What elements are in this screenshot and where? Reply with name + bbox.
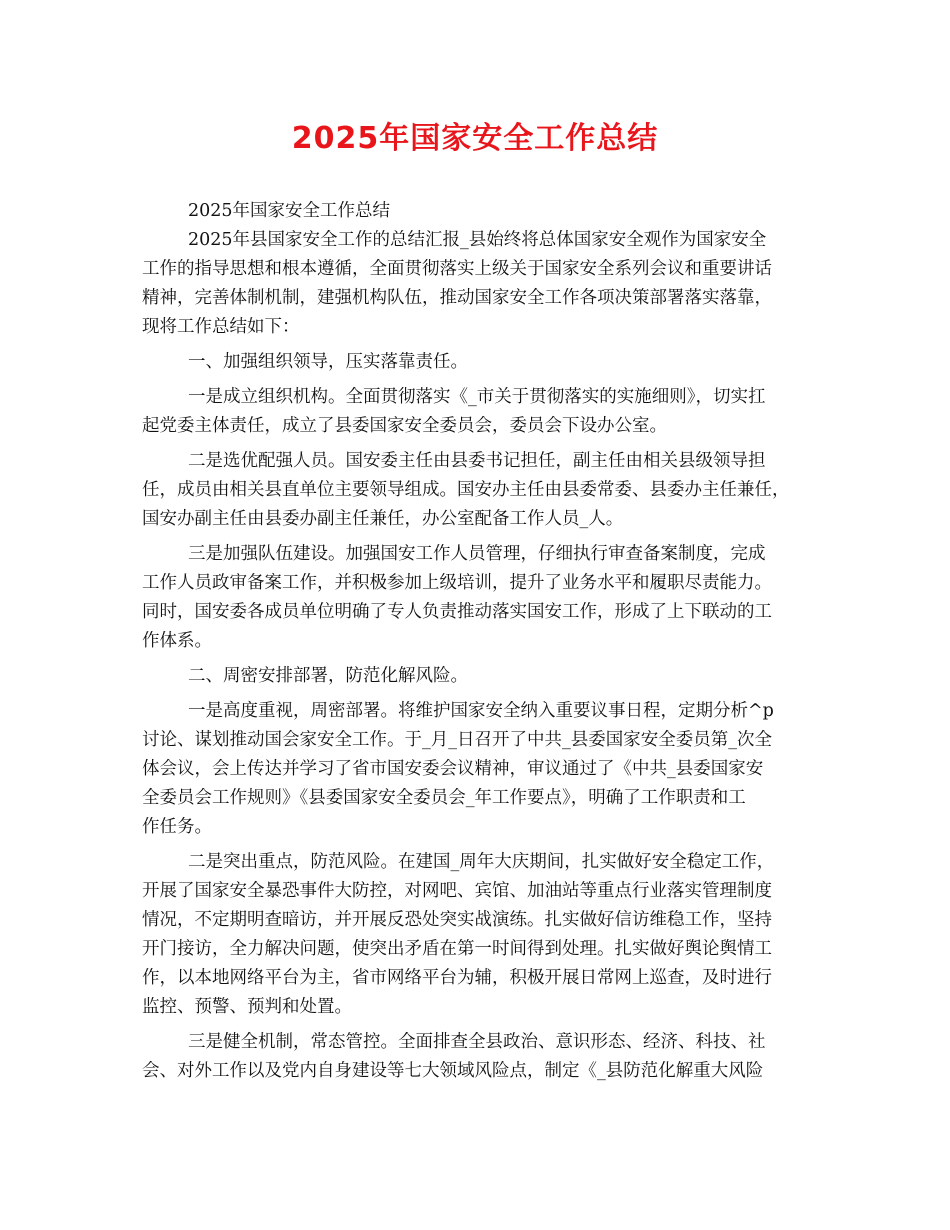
text-line: 任，成员由相关县直单位主要领导组成。国安办主任由县委常委、县委办主任兼任， bbox=[142, 480, 790, 500]
text-line: 二是选优配强人员。国安委主任由县委书记担任，副主任由相关县级领导担 bbox=[188, 451, 766, 471]
text-line: 同时，国安委各成员单位明确了专人负责推动落实国安工作，形成了上下联动的工 bbox=[142, 602, 772, 622]
text-line: 精神，完善体制机制，建强机构队伍，推动国家安全工作各项决策部署落实落靠， bbox=[142, 288, 772, 308]
text-line: 三是健全机制，常态管控。全面排查全县政治、意识形态、经济、科技、社 bbox=[188, 1032, 766, 1052]
section-heading: 二、周密安排部署，防范化解风险。 bbox=[188, 666, 468, 686]
document-title: 2025年国家安全工作总结 bbox=[291, 121, 659, 156]
text-line: 作，以本地网络平台为主，省市网络平台为辅，积极开展日常网上巡查，及时进行 bbox=[142, 968, 772, 988]
text-line: 会、对外工作以及党内自身建设等七大领域风险点，制定《_县防范化解重大风险 bbox=[142, 1061, 764, 1081]
text-line: 工作的指导思想和根本遵循，全面贯彻落实上级关于国家安全系列会议和重要讲话 bbox=[142, 259, 772, 279]
subtitle-line: 2025年国家安全工作总结 bbox=[188, 201, 391, 221]
document-body bbox=[142, 197, 810, 1086]
text-line: 情况，不定期明查暗访，并开展反恐处突实战演练。扎实做好信访维稳工作，坚持 bbox=[142, 910, 772, 930]
section-heading: 一、加强组织领导，压实落靠责任。 bbox=[188, 352, 468, 372]
text-line: 2025年县国家安全工作的总结汇报_县始终将总体国家安全观作为国家安全 bbox=[188, 230, 767, 250]
text-line: 一是高度重视，周密部署。将维护国家安全纳入重要议事日程，定期分析^p bbox=[188, 701, 774, 721]
text-line: 二是突出重点，防范风险。在建国_周年大庆期间，扎实做好安全稳定工作， bbox=[188, 852, 775, 872]
text-line: 三是加强队伍建设。加强国安工作人员管理，仔细执行审查备案制度，完成 bbox=[188, 544, 766, 564]
text-line: 讨论、谋划推动国会家安全工作。于_月_日召开了中共_县委国家安全委员第_次全 bbox=[142, 730, 772, 750]
text-line: 工作人员政审备案工作，并积极参加上级培训，提升了业务水平和履职尽责能力。 bbox=[142, 573, 772, 593]
text-line: 现将工作总结如下： bbox=[142, 317, 300, 337]
text-line: 起党委主体责任，成立了县委国家安全委员会，委员会下设办公室。 bbox=[142, 416, 667, 436]
text-line: 作体系。 bbox=[142, 631, 212, 651]
text-line: 体会议，会上传达并学习了省市国安委会议精神，审议通过了《中共_县委国家安 bbox=[142, 759, 764, 779]
text-line: 全委员会工作规则》《县委国家安全委员会_年工作要点》，明确了工作职责和工 bbox=[142, 788, 746, 808]
text-line: 一是成立组织机构。全面贯彻落实《_市关于贯彻落实的实施细则》，切实扛 bbox=[188, 387, 766, 407]
text-line: 开展了国家安全暴恐事件大防控，对网吧、宾馆、加油站等重点行业落实管理制度 bbox=[142, 881, 772, 901]
text-line: 开门接访，全力解决问题，使突出矛盾在第一时间得到处理。扎实做好舆论舆情工 bbox=[142, 939, 772, 959]
text-line: 监控、预警、预判和处置。 bbox=[142, 997, 352, 1017]
text-line: 作任务。 bbox=[142, 817, 212, 837]
text-line: 国安办副主任由县委办副主任兼任，办公室配备工作人员_人。 bbox=[142, 509, 624, 529]
